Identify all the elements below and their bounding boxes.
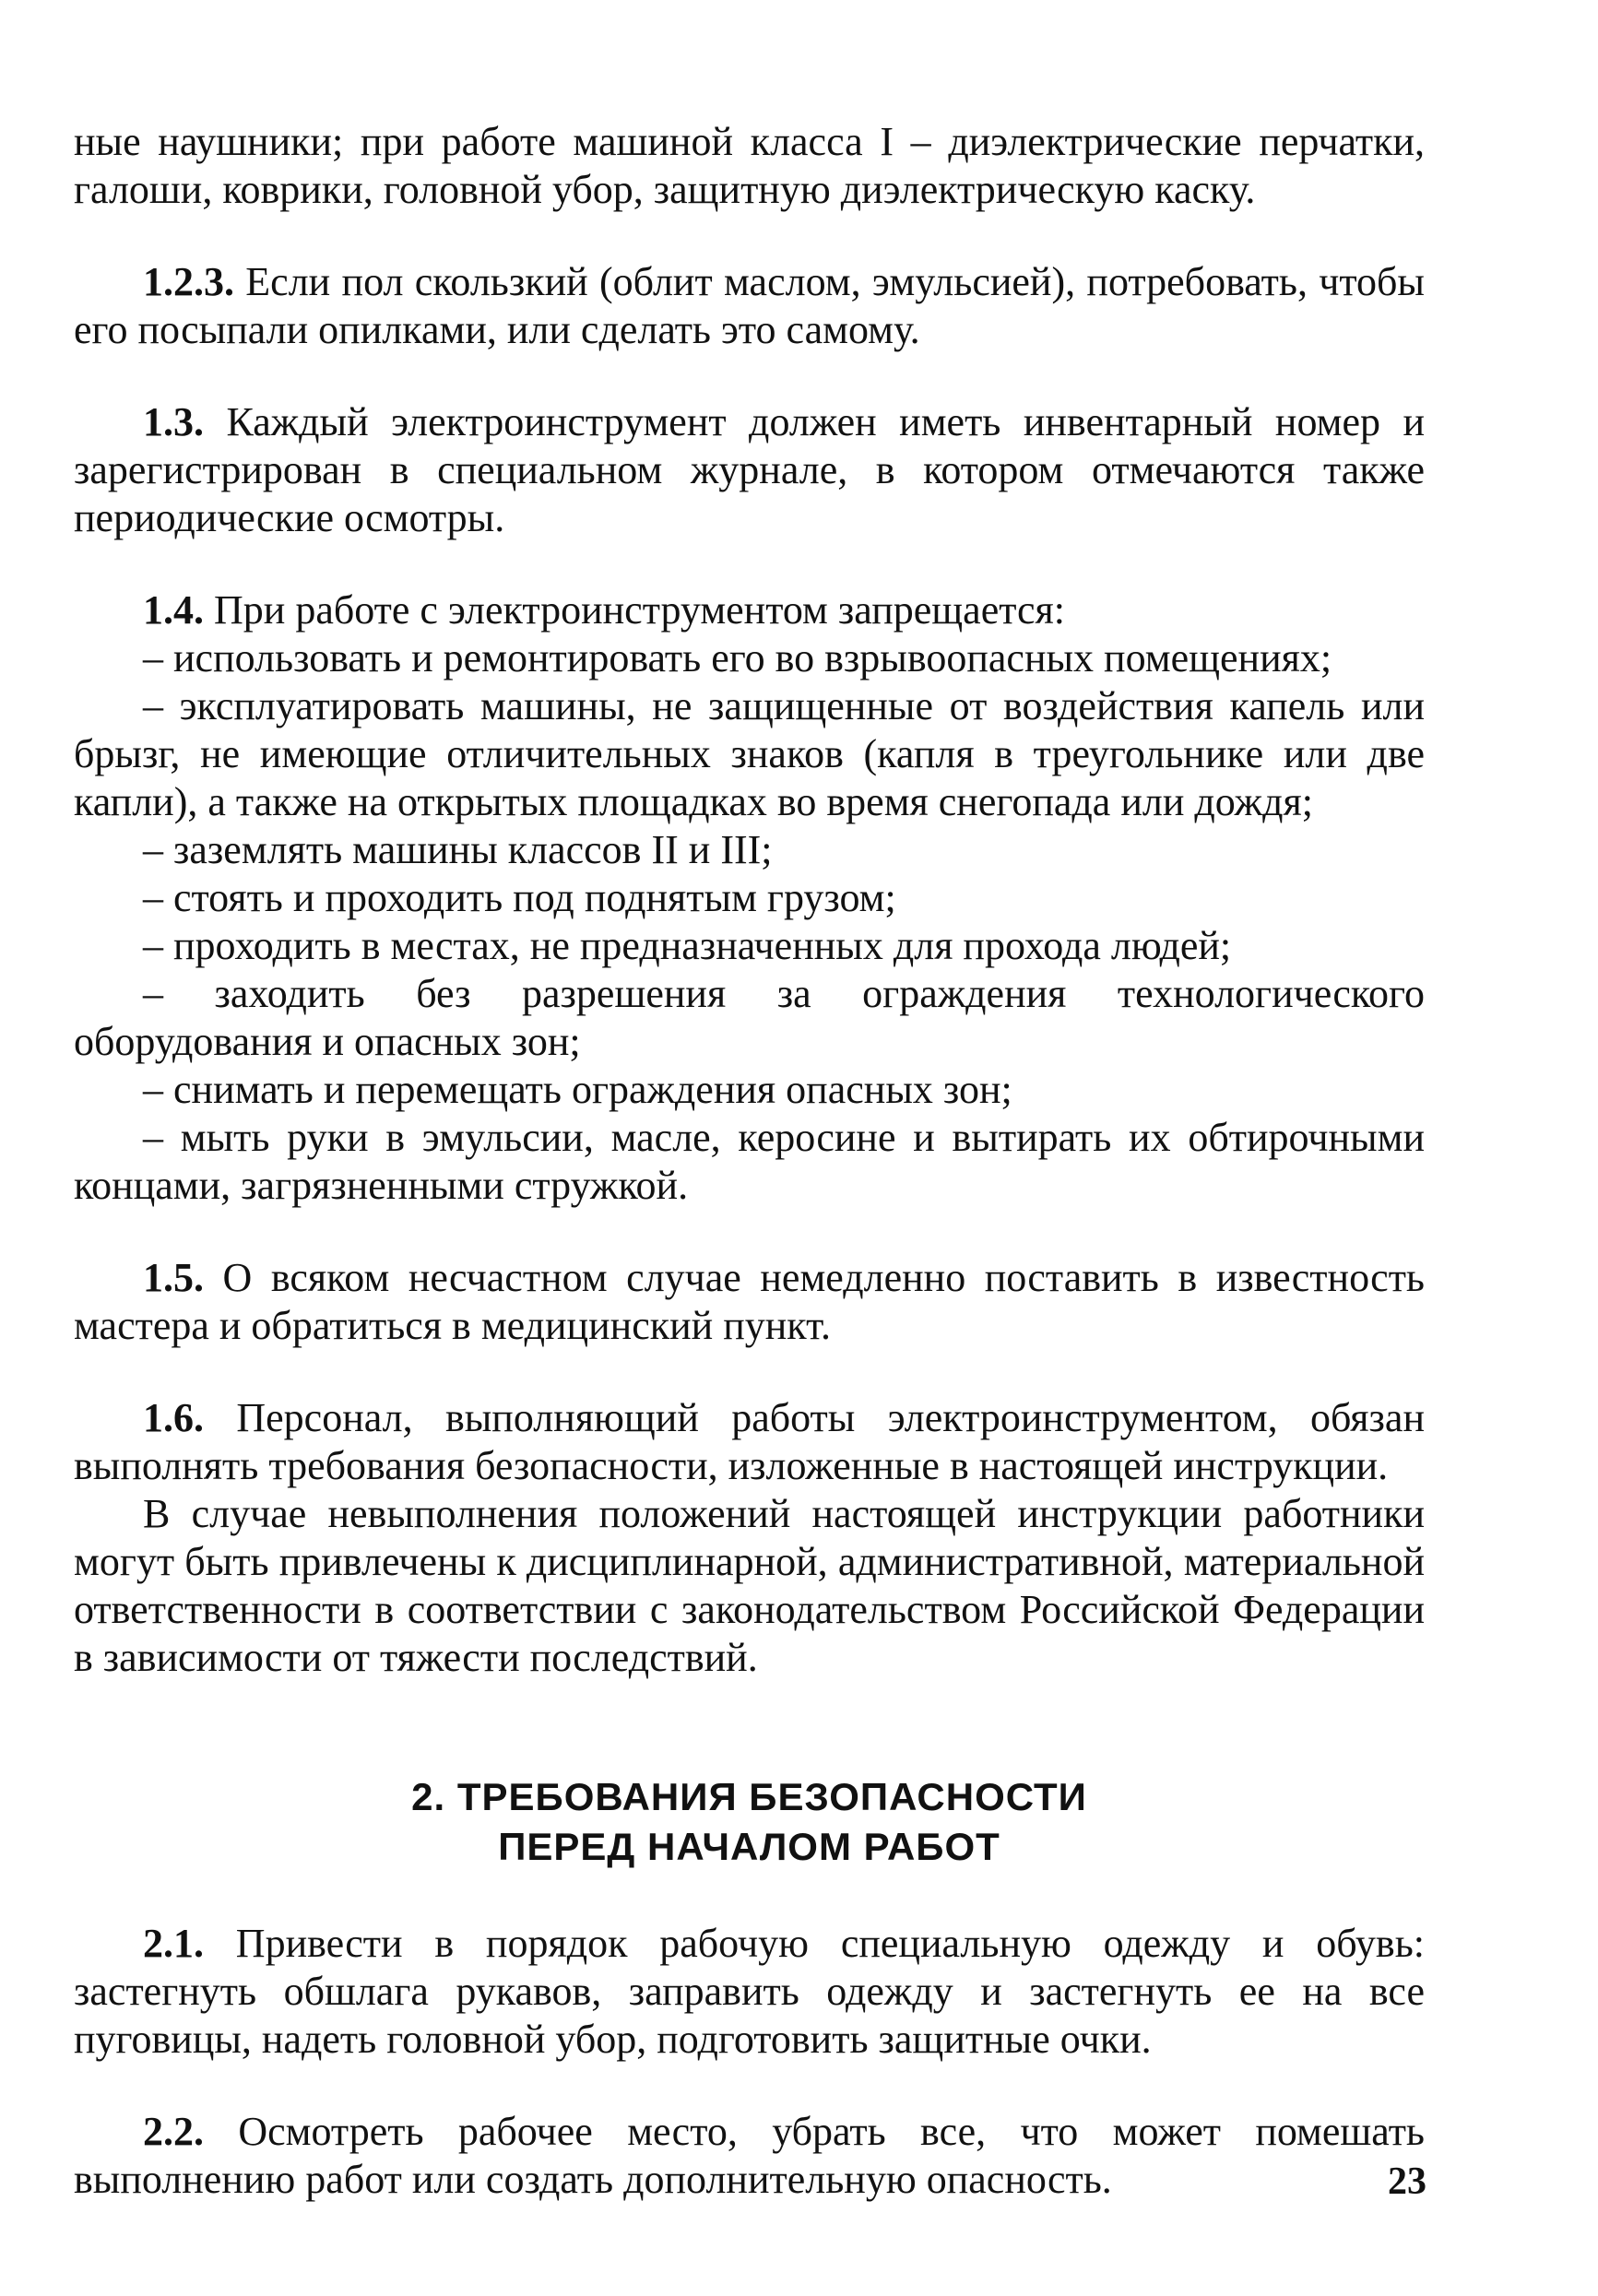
paragraph-2-2 xyxy=(74,2108,1425,2204)
clause-text: Привести в порядок рабочую специальную одежду и обувь: застегнуть обшлага рукавов, заправить одежду и застегнуть ее на все пуговицы, надеть головной убор, подготовить защитные очки. xyxy=(74,1921,1425,2062)
section-heading-line1: 2. ТРЕБОВАНИЯ БЕЗОПАСНОСТИ xyxy=(411,1775,1087,1818)
paragraph-1-6 xyxy=(74,1394,1425,1490)
paragraph-2-1 xyxy=(74,1920,1425,2064)
clause-number: 1.3. xyxy=(143,399,204,444)
clause-number: 1.4. xyxy=(143,587,204,633)
clause-number: 2.1. xyxy=(143,1921,204,1966)
clause-text: При работе с электроинструментом запрещается: xyxy=(204,587,1065,633)
page-number: 23 xyxy=(1388,2160,1426,2203)
document-page xyxy=(74,118,1425,2204)
list-item: – заходить без разрешения за ограждения технологического оборудования и опасных зон; xyxy=(74,971,1425,1064)
clause-text: Осмотреть рабочее место, убрать все, что может помешать выполнению работ или создать дополнительную опасность. xyxy=(74,2109,1425,2202)
clause-number: 1.5. xyxy=(143,1255,204,1300)
list-item: – заземлять машины классов II и III; xyxy=(143,827,773,872)
paragraph-1-3 xyxy=(74,398,1425,542)
section-heading-line2: ПЕРЕД НАЧАЛОМ РАБОТ xyxy=(498,1825,1000,1868)
clause-text: Если пол скользкий (облит маслом, эмульсией), потребовать, чтобы его посыпали опилками, или сделать это самому. xyxy=(74,259,1425,352)
clause-text: Персонал, выполняющий работы электроинструментом, обязан выполнять требования безопасности, изложенные в настоящей инструкции. xyxy=(74,1395,1425,1488)
paragraph-1-2-3 xyxy=(74,258,1425,354)
clause-number: 2.2. xyxy=(143,2109,204,2154)
list-item: – мыть руки в эмульсии, масле, керосине и вытирать их обтирочными концами, загрязненными стружкой. xyxy=(74,1115,1425,1208)
section-heading xyxy=(74,1772,1425,1872)
list-item: – стоять и проходить под поднятым грузом; xyxy=(143,875,896,920)
clause-text: Каждый электроинструмент должен иметь инвентарный номер и зарегистрирован в специальном журнале, в котором отмечаются также периодические осмотры. xyxy=(74,399,1425,540)
clause-number: 1.6. xyxy=(143,1395,204,1440)
list-item: – снимать и перемещать ограждения опасных зон; xyxy=(143,1067,1012,1112)
list-item: – эксплуатировать машины, не защищенные от воздействия капель или брызг, не имеющие отличительных знаков (капля в треугольнике или две капли), а также на открытых площадках во время снегопада или дождя; xyxy=(74,683,1425,824)
list-item: – использовать и ремонтировать его во взрывоопасных помещениях; xyxy=(143,635,1332,681)
list-item: – проходить в местах, не предназначенных для прохода людей; xyxy=(143,923,1232,968)
paragraph-1-6-continued: В случае невыполнения положений настоящей инструкции работники могут быть привлечены к дисциплинарной, административной, материальной ответственности в соответствии с законодательством Российской Федерации в зависимости от тяжести последствий. xyxy=(74,1491,1425,1680)
paragraph-1-4 xyxy=(74,586,1425,634)
clause-number: 1.2.3. xyxy=(143,259,234,304)
clause-text: О всяком несчастном случае немедленно поставить в известность мастера и обратиться в медицинский пункт. xyxy=(74,1255,1425,1348)
paragraph-1-5 xyxy=(74,1254,1425,1350)
paragraph-continuation: ные наушники; при работе машиной класса I – диэлектрические перчатки, галоши, коврики, головной убор, защитную диэлектрическую каску. xyxy=(74,119,1425,212)
